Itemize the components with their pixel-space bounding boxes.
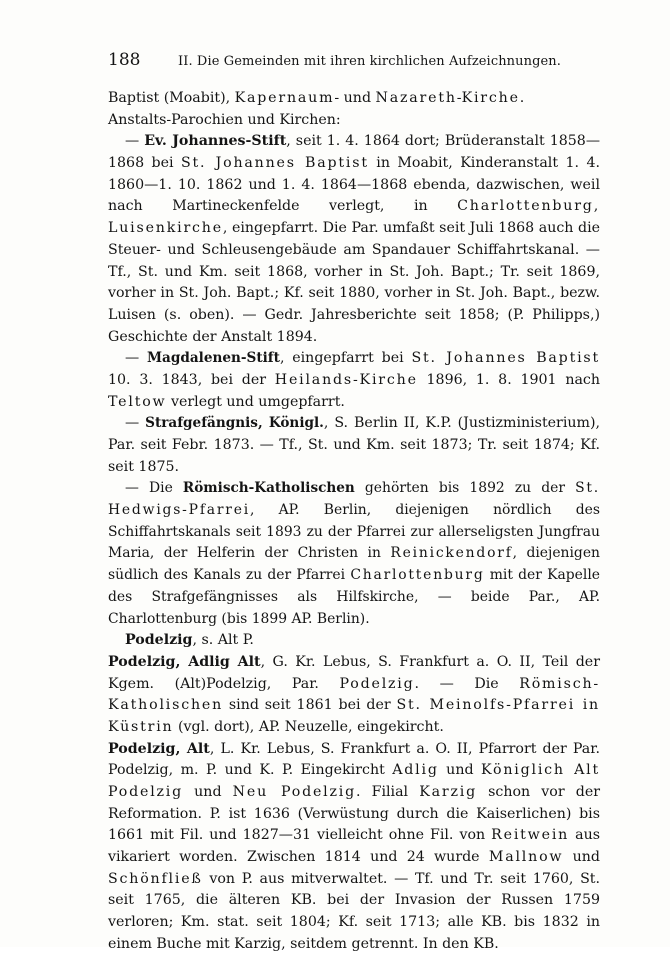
text-run: verlegt und umgepfarrt. — [166, 393, 345, 410]
section-label: Anstalts-Parochien und Kirchen: — [108, 111, 341, 128]
text-run: 10. 3. 1843, bei der — [108, 371, 275, 388]
text-run: und — [563, 849, 600, 866]
page-body — [108, 88, 600, 956]
text-run: , diejenigen südlich des Kanals zu der Pfarrei — [108, 545, 600, 584]
running-title: II. Die Gemeinden mit ihren kirchlichen Aufzeichnungen. — [178, 54, 562, 69]
entry-title: Magdalenen-Stift — [147, 350, 280, 367]
text-run: , eingepfarrt bei — [279, 350, 412, 367]
spaced-place-name: Heilands-Kirche — [274, 371, 418, 388]
spaced-place-name: St. Johannes Baptist — [411, 350, 600, 367]
entry-roemisch-katholische — [108, 478, 600, 630]
paragraph-continuation — [108, 88, 600, 131]
spaced-place-name: Charlottenburg — [350, 567, 485, 584]
spaced-place-name: St. Johannes Baptist — [181, 155, 369, 172]
spaced-place-name: Schönfließ — [108, 870, 203, 887]
text-run: und — [183, 784, 233, 800]
text-run: , seit 1. 4. 1864 dort; Brüderanstalt 1858—1868 bei — [108, 133, 601, 172]
text-run: und — [438, 762, 481, 779]
entry-podelzig-alt — [108, 739, 600, 956]
text-run: mit der Kapelle des Strafgefängnisses als Hilfskirche, — beide Par., AP. Charlottenburg (bis 1899 AP. Berlin). — [108, 567, 600, 627]
text-run: - — [456, 90, 462, 106]
spaced-place-name: St. Meinolfs-Pfarrei in Küstrin — [108, 697, 600, 735]
entry-podelzig — [108, 630, 600, 652]
entry-magdalenen-stift — [108, 348, 600, 413]
text-run: . Filial — [355, 784, 420, 800]
text-run: schon vor der Reformation. P. ist 1636 (Verwüstung durch die Kaiserlichen) bis 1661 mit Fil. und 1827—31 vielleicht ohne Fil. von — [108, 784, 600, 844]
entry-title: Podelzig, Adlig Alt — [108, 653, 261, 670]
spaced-place-name: Karzig — [419, 784, 477, 800]
text-run: in Moabit, Kinderanstalt 1. 4. 1860—1. 10. 1862 und 1. 4. 1864—1868 ebenda, dazwischen, weil nach Martineckenfelde verlegt, in — [108, 155, 600, 215]
spaced-place-name: Kirche — [461, 90, 520, 106]
entry-strafgefaengnis — [108, 413, 600, 478]
page-number: 188 — [108, 50, 141, 70]
text-run: — — [125, 350, 147, 367]
text-run: Baptist (Moabit), — [108, 90, 235, 106]
spaced-place-name: Kapernaum — [234, 90, 335, 106]
page-header — [108, 50, 628, 74]
text-run: (vgl. dort), AP. Neuzelle, eingekircht. — [173, 718, 444, 735]
text-run: , L. Kr. Lebus, S. Frankfurt a. O. II, Pfarrort der Par. Podelzig, m. P. und K. P. Eingekircht — [108, 740, 600, 779]
spaced-place-name: Mallnow — [488, 849, 564, 866]
entry-podelzig-adlig-alt — [108, 652, 600, 739]
text-run: 1896, 1. 8. 1901 nach — [417, 371, 600, 388]
entry-title: Römisch-Katholischen — [182, 480, 355, 497]
text-run: , S. Berlin II, K.P. (Justizministerium), Par. seit Febr. 1873. — Tf., St. und Km. seit 1873; Tr. seit 1874; Kf. seit 1875. — [108, 415, 601, 475]
spaced-place-name: Charlottenburg, Luisenkirche — [108, 198, 600, 237]
spaced-place-name: Römisch-Katholischen — [108, 675, 600, 714]
spaced-place-name: Königlich Alt Podelzig — [108, 762, 600, 800]
entry-johannes-stift — [108, 131, 600, 348]
text-run: — — [125, 415, 146, 432]
text-run: . — Die — [414, 675, 520, 692]
text-run: gehörten bis 1892 zu der — [354, 480, 576, 497]
text-run: . — [519, 90, 525, 106]
spaced-place-name: Reinickendorf — [390, 545, 513, 562]
text-run: , G. Kr. Lebus, S. Frankfurt a. O. II, Teil der Kgem. (Alt)Podelzig, Par. — [108, 653, 600, 692]
text-run: aus vikariert worden. Zwischen 1814 und 24 wurde — [108, 827, 600, 866]
spaced-place-name: Reitwein — [491, 827, 570, 844]
text-run: von P. aus mitverwaltet. — Tf. und Tr. seit 1760, St. seit 1765, die älteren KB. bei der Invasion der Russen 1759 verloren; Km. stat. seit 1804; Kf. seit 1713; alle KB. bis 1832 in einem Buche mit Karzig, seitdem getrennt. In den KB. — [108, 870, 600, 952]
text-run: , eingepfarrt. Die Par. umfaßt seit Juli 1868 auch die Steuer- und Schleusengebäude am Spandauer Schiffahrtskanal. — Tf., St. und Km. seit 1868, vorher in St. Joh. Bapt.; Tr. seit 1869, vorher in St. Joh. Bapt.; Kf. seit 1880, vorher in St. Joh. Bapt., bezw. Luisen (s. oben). — Gedr. Jahresberichte seit 1858; (P. Philipps,) Geschichte der Anstalt 1894. — [108, 220, 600, 345]
text-run: sind seit 1861 bei der — [223, 697, 397, 714]
spaced-place-name: Adlig — [392, 762, 439, 779]
spaced-place-name: Nazareth — [375, 90, 457, 106]
text-run: — — [125, 133, 145, 150]
text-run: — Die — [125, 480, 183, 497]
spaced-place-name: Teltow — [108, 393, 167, 410]
entry-title: Podelzig — [125, 632, 193, 649]
entry-title: Strafgefängnis, Königl. — [145, 415, 324, 432]
spaced-place-name: St. Hedwigs-Pfarrei — [108, 480, 600, 519]
text-run: - und — [334, 90, 376, 106]
spaced-place-name: Podelzig — [339, 675, 415, 692]
entry-title: Podelzig, Alt — [108, 740, 210, 757]
text-run: , AP. Berlin, diejenigen nördlich des Schiffahrtskanals seit 1893 zu der Pfarrei zur allerseligsten Jungfrau Maria, der Helferin der Christen in — [108, 502, 600, 562]
entry-title: Ev. Johannes-Stift — [144, 133, 287, 150]
spaced-place-name: Neu Podelzig — [232, 784, 356, 800]
text-run: , s. Alt P. — [192, 632, 254, 649]
